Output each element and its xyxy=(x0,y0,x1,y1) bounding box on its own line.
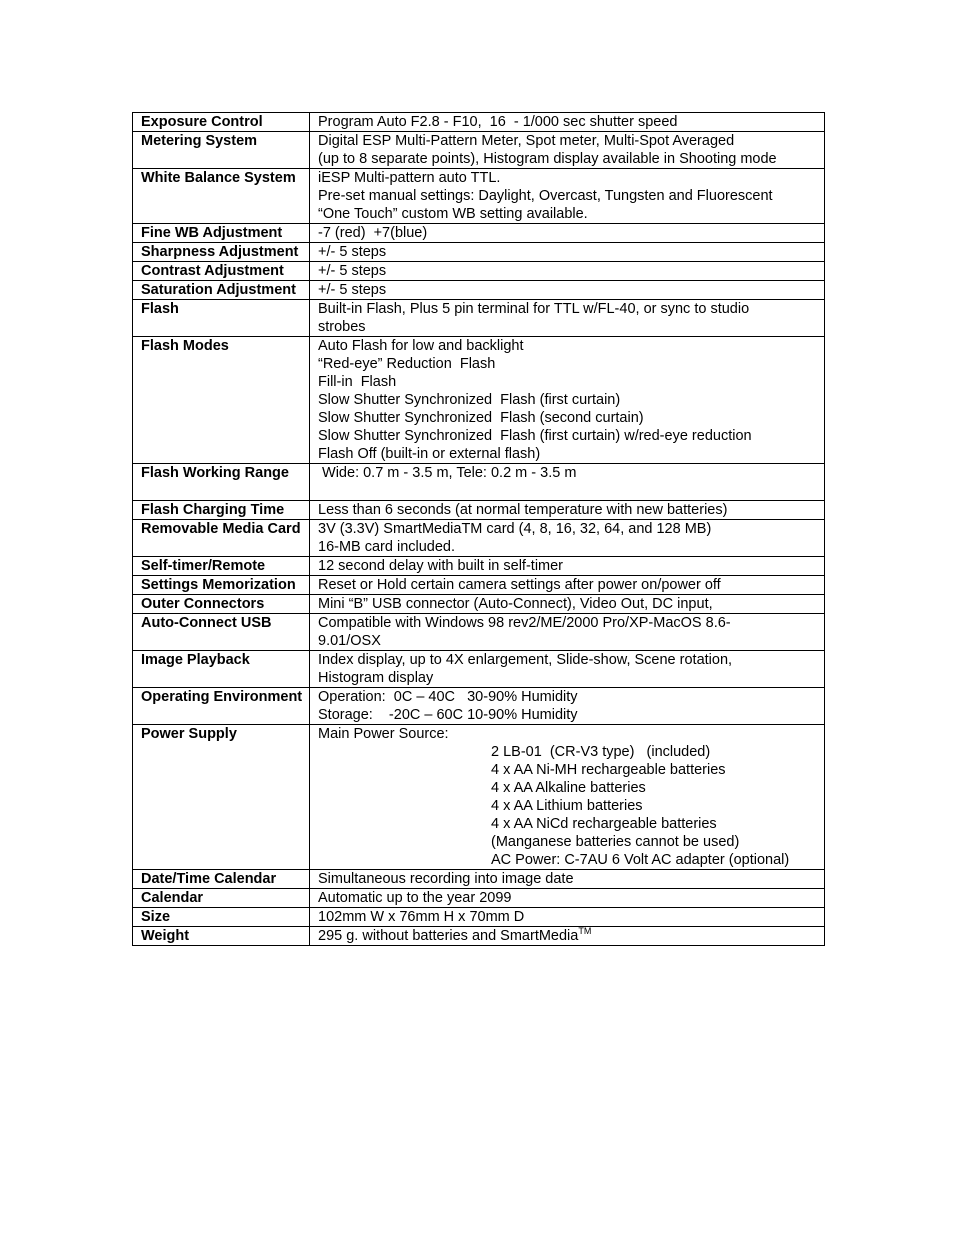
spec-value xyxy=(310,337,825,464)
spec-value xyxy=(310,132,825,169)
spec-value-line: -7 (red) +7(blue) xyxy=(318,225,428,241)
spec-label: Size xyxy=(133,908,310,927)
spec-value-text: 295 g. without batteries and SmartMedia xyxy=(318,928,579,944)
spec-row xyxy=(133,300,825,337)
spec-value xyxy=(310,300,825,337)
spec-value xyxy=(310,464,825,501)
spec-label: Auto-Connect USB xyxy=(133,614,310,651)
spec-label: Outer Connectors xyxy=(133,595,310,614)
spec-value-line: +/- 5 steps xyxy=(318,263,387,279)
spec-value xyxy=(310,908,825,927)
spec-value-indented-line: 4 x AA Alkaline batteries xyxy=(491,780,646,796)
spec-label: Power Supply xyxy=(133,725,310,870)
spec-value-line: 102mm W x 76mm H x 70mm D xyxy=(318,909,525,925)
spec-row xyxy=(133,908,825,927)
spec-row xyxy=(133,113,825,132)
spec-row xyxy=(133,224,825,243)
spec-value-line: +/- 5 steps xyxy=(318,282,387,298)
spec-value-line: Simultaneous recording into image date xyxy=(318,871,574,887)
spec-row xyxy=(133,651,825,688)
spec-value-line: Compatible with Windows 98 rev2/ME/2000 Pro/XP-MacOS 8.6- xyxy=(318,615,731,631)
spec-value-line: Digital ESP Multi-Pattern Meter, Spot meter, Multi-Spot Averaged xyxy=(318,133,735,149)
spec-value xyxy=(310,595,825,614)
spec-value-line: 16-MB card included. xyxy=(318,539,456,555)
spec-value-line: iESP Multi-pattern auto TTL. xyxy=(318,170,501,186)
spec-label: Weight xyxy=(133,927,310,946)
spec-value-line: Index display, up to 4X enlargement, Slide-show, Scene rotation, xyxy=(318,652,733,668)
spec-table xyxy=(132,112,825,946)
spec-value xyxy=(310,870,825,889)
spec-label: Sharpness Adjustment xyxy=(133,243,310,262)
spec-label: Settings Memorization xyxy=(133,576,310,595)
spec-value-line: Reset or Hold certain camera settings after power on/power off xyxy=(318,577,721,593)
spec-value xyxy=(310,576,825,595)
spec-value-line: 3V (3.3V) SmartMediaTM card (4, 8, 16, 32, 64, and 128 MB) xyxy=(318,521,712,537)
spec-row xyxy=(133,595,825,614)
spec-label: Operating Environment xyxy=(133,688,310,725)
spec-label: Flash Working Range xyxy=(133,464,310,501)
spec-value xyxy=(310,520,825,557)
spec-row xyxy=(133,576,825,595)
spec-table-body xyxy=(133,113,825,946)
spec-row xyxy=(133,725,825,870)
spec-label: Exposure Control xyxy=(133,113,310,132)
spec-row xyxy=(133,927,825,946)
spec-row xyxy=(133,281,825,300)
spec-value-line: Storage: -20C – 60C 10-90% Humidity xyxy=(318,707,578,723)
spec-value-line: Mini “B” USB connector (Auto-Connect), Video Out, DC input, xyxy=(318,596,713,612)
spec-value-indented-line: 4 x AA Ni-MH rechargeable batteries xyxy=(491,762,726,778)
spec-value-indented-line: 4 x AA NiCd rechargeable batteries xyxy=(491,816,717,832)
spec-row xyxy=(133,557,825,576)
spec-value xyxy=(310,243,825,262)
spec-value-line: Wide: 0.7 m - 3.5 m, Tele: 0.2 m - 3.5 m xyxy=(318,465,577,481)
spec-value-line: Program Auto F2.8 - F10, 16 - 1/000 sec shutter speed xyxy=(318,114,678,130)
spec-value xyxy=(310,889,825,908)
spec-value-line xyxy=(318,927,824,945)
spec-value xyxy=(310,557,825,576)
spec-row xyxy=(133,337,825,464)
spec-value-line: Less than 6 seconds (at normal temperature with new batteries) xyxy=(318,502,728,518)
spec-label: Contrast Adjustment xyxy=(133,262,310,281)
spec-value-line: Auto Flash for low and backlight xyxy=(318,338,524,354)
spec-value-line: Main Power Source: xyxy=(318,726,449,742)
spec-value-line: Fill-in Flash xyxy=(318,374,397,390)
spec-label: Image Playback xyxy=(133,651,310,688)
spec-row xyxy=(133,169,825,224)
spec-value-line: Slow Shutter Synchronized Flash (second curtain) xyxy=(318,410,644,426)
spec-row xyxy=(133,501,825,520)
spec-label: Flash Modes xyxy=(133,337,310,464)
spec-row xyxy=(133,688,825,725)
spec-label: Self-timer/Remote xyxy=(133,557,310,576)
spec-label: Removable Media Card xyxy=(133,520,310,557)
spec-row xyxy=(133,262,825,281)
spec-value-line: +/- 5 steps xyxy=(318,244,387,260)
spec-value xyxy=(310,262,825,281)
spec-row xyxy=(133,132,825,169)
spec-label: Fine WB Adjustment xyxy=(133,224,310,243)
spec-row xyxy=(133,614,825,651)
spec-value xyxy=(310,614,825,651)
spec-value-line: Histogram display xyxy=(318,670,434,686)
spec-label: Metering System xyxy=(133,132,310,169)
spec-value-line: “One Touch” custom WB setting available. xyxy=(318,206,588,222)
spec-value-line: Slow Shutter Synchronized Flash (first curtain) xyxy=(318,392,621,408)
spec-value xyxy=(310,501,825,520)
spec-value-line: strobes xyxy=(318,319,366,335)
spec-value xyxy=(310,224,825,243)
spec-label: Calendar xyxy=(133,889,310,908)
spec-label: Flash xyxy=(133,300,310,337)
spec-value xyxy=(310,169,825,224)
spec-value-line: Slow Shutter Synchronized Flash (first curtain) w/red-eye reduction xyxy=(318,428,752,444)
spec-value-indented-line: 4 x AA Lithium batteries xyxy=(491,798,643,814)
spec-row xyxy=(133,243,825,262)
spec-value-line: (up to 8 separate points), Histogram display available in Shooting mode xyxy=(318,151,777,167)
spec-label: Saturation Adjustment xyxy=(133,281,310,300)
spec-row xyxy=(133,520,825,557)
spec-row xyxy=(133,889,825,908)
spec-value-line: Pre-set manual settings: Daylight, Overcast, Tungsten and Fluorescent xyxy=(318,188,773,204)
spec-value-line: Operation: 0C – 40C 30-90% Humidity xyxy=(318,689,578,705)
spec-blank-line xyxy=(318,482,824,500)
spec-value-line: 12 second delay with built in self-timer xyxy=(318,558,564,574)
spec-value xyxy=(310,113,825,132)
spec-value xyxy=(310,927,825,946)
spec-label: Date/Time Calendar xyxy=(133,870,310,889)
spec-value xyxy=(310,651,825,688)
spec-value-line: Automatic up to the year 2099 xyxy=(318,890,512,906)
spec-value-line: 9.01/OSX xyxy=(318,633,381,649)
spec-label: Flash Charging Time xyxy=(133,501,310,520)
spec-value-line: “Red-eye” Reduction Flash xyxy=(318,356,496,372)
spec-value-indented-line: 2 LB-01 (CR-V3 type) (included) xyxy=(491,744,711,760)
spec-value-indented-line: AC Power: C-7AU 6 Volt AC adapter (optional) xyxy=(491,852,790,868)
spec-value-line: Flash Off (built-in or external flash) xyxy=(318,446,541,462)
spec-row xyxy=(133,464,825,501)
trademark-superscript: TM xyxy=(578,926,592,936)
spec-label: White Balance System xyxy=(133,169,310,224)
spec-value xyxy=(310,725,825,870)
spec-value xyxy=(310,688,825,725)
spec-value xyxy=(310,281,825,300)
spec-value-indented-line: (Manganese batteries cannot be used) xyxy=(491,834,740,850)
spec-row xyxy=(133,870,825,889)
spec-value-line: Built-in Flash, Plus 5 pin terminal for TTL w/FL-40, or sync to studio xyxy=(318,301,750,317)
